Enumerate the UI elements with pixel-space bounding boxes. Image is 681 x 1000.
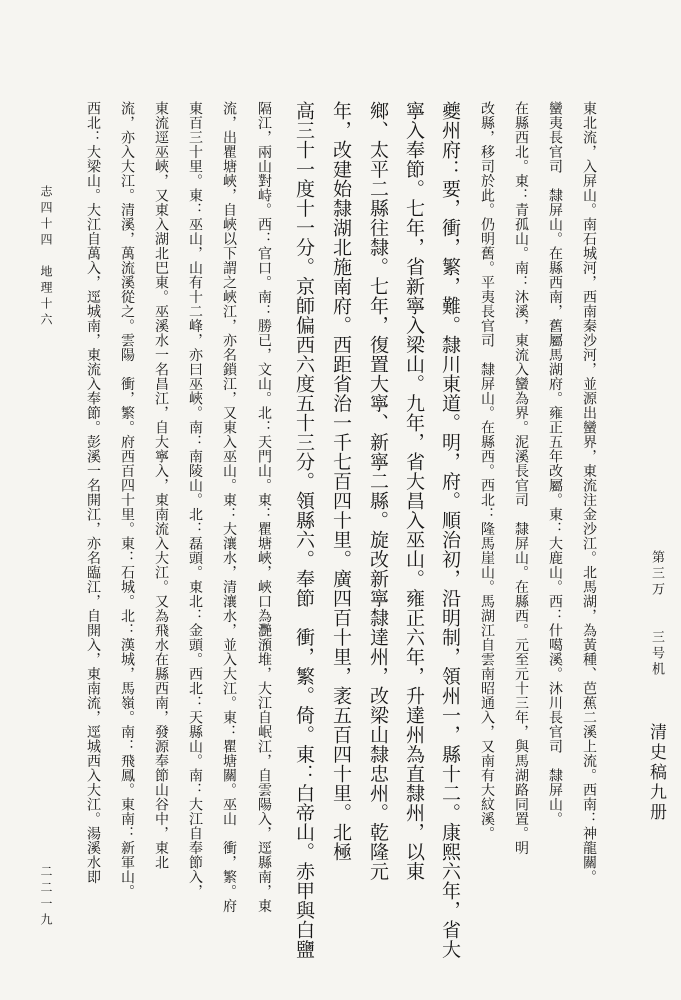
text-column-2: 蠻夷長官司 隸屏山。在縣西南，舊屬馬湖府。雍正五年改屬。東：大鹿山。西：什噶溪。沐川長官司 隸屏山。 xyxy=(547,101,563,826)
text-column-6: 寧入奉節。七年，省新寧入梁山。九年，省大昌入巫山。雍正六年，升達州為直隸州，以東 xyxy=(403,101,425,881)
text-column-15: 西北：大梁山。大江自萬入，逕城南，東流入奉節。彭溪一名開江，亦名臨江，自開入，東南流，逕城西入大江。湯溪水即 xyxy=(85,101,101,884)
header-title: 清史稿九册 xyxy=(646,723,666,823)
text-column-11: 流，出瞿塘峽，自峽以下謂之峽江，亦名鎖江，又東入巫山。東：大瀼水，清瀼水，並入大江。東：瞿塘關。巫山 衝，繁。府 xyxy=(221,101,237,913)
header-number: 三号机 xyxy=(649,630,664,678)
footer-page-number: 二二一九 xyxy=(39,865,53,929)
text-column-4: 改縣，移司於此。仍明舊。平夷長官司 隸屏山。在縣西。西北：隆馬崖山。馬湖江自雲南昭通入，又南有大紋溪。 xyxy=(479,101,495,841)
text-column-5: 夔州府：要，衝，繁，難。隸川東道。明，府。順治初，沿明制，領州一，縣十二。康熙六年，省大 xyxy=(439,101,461,959)
text-column-9: 高三十一度十一分。京師偏西六度五十三分。領縣六。奉節 衝，繁。倚。東：白帝山。赤甲與白鹽 xyxy=(293,101,315,959)
text-column-7: 鄉、太平二縣往隸。七年，復置大寧、新寧二縣。旋改新寧隸達州，改梁山隸忠州。乾隆元 xyxy=(367,101,389,881)
header-volume: 第三万 xyxy=(649,550,664,598)
text-column-1: 東北流，入屏山。南石城河，西南秦沙河，並源出蠻界，東流注金沙江。北馬湖，為黃種、芭蕉二溪上流。西南：神龍關。 xyxy=(581,101,597,884)
text-column-12: 東百三十里。東：巫山，山有十二峰，亦曰巫峽。南：南陵山。北：磊頭。東北：金頭。西北：天縣山。南：大江自奉節入， xyxy=(187,101,203,899)
text-column-14: 流，亦入大江。清溪，萬流溪從之。雲陽 衝，繁。府西百四十里。東：石城。北：漢城，馬嶺。南：飛鳳。東南：新軍山。 xyxy=(119,101,135,899)
text-column-10: 隔江，兩山對峙。西：官口。南：勝已，文山。北：天門山。東：瞿塘峽，峽口為灧澦堆，大江自岷江，自雲陽入，逕縣南，東 xyxy=(256,101,272,913)
text-column-8: 年，改建始隸湖北施南府。西距省治一千七百四十里。廣四百十里，袤五百四十里。北極 xyxy=(330,101,352,862)
footer-topic: 地理十六 xyxy=(39,265,53,329)
text-column-3: 在縣西北。東：青孤山。南：沐溪，東流入蠻為界。泥溪長官司 隸屏山。在縣西。元至元十三年，與馬湖路同置。明 xyxy=(513,101,529,855)
footer-section: 志四十四 xyxy=(39,185,53,249)
text-column-13: 東流逕巫峽，又東入湖北巴東。巫溪水一名昌江，自大寧入，東南流入大江。又為飛水在縣西南，發源奉節山谷中，東北 xyxy=(153,101,169,870)
